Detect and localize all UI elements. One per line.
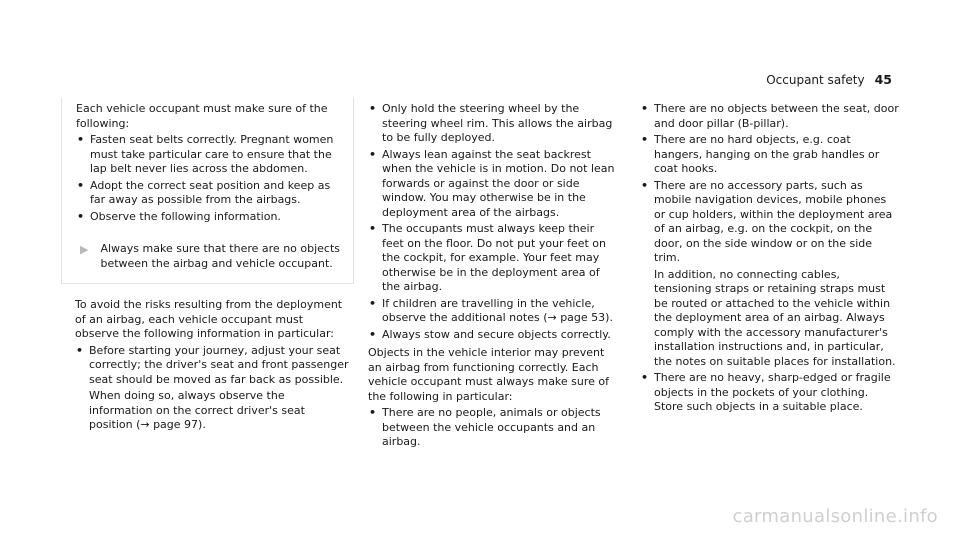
paragraph: To avoid the risks resulting from the deployment of an airbag, each vehicle occupant must observe the following information in particular: xyxy=(75,298,343,340)
list-item: • Observe the following information. xyxy=(77,209,281,223)
arrow-right-icon: ▶ xyxy=(80,243,89,256)
column-1 xyxy=(75,98,350,435)
box-list xyxy=(76,133,343,224)
list xyxy=(75,344,350,433)
list-item: • There are no heavy, sharp-edged or fragile objects in the pockets of your clothing. Store such objects in a suitable place. xyxy=(641,371,891,413)
column-2 xyxy=(368,102,618,452)
list-item: • There are no accessory parts, such as mobile navigation devices, mobile phones or cup holders, within the deployment area of an airbag, e.g. on the cockpit, on the door, on the side window or on the side trim. In addition, no connecting cables, tensioning straps or retaining straps must be routed or attached to the vehicle within the deployment area of an airbag. Always comply with the accessory manufacturer's installation instructions and, in particular, the notes on suitable places for installation. xyxy=(640,179,900,370)
list-item: • There are no people, animals or objects between the vehicle occupants and an airbag. xyxy=(369,406,601,448)
list xyxy=(640,102,900,415)
watermark: carmanualsonline.info xyxy=(732,506,938,527)
list-item: • Always lean against the seat backrest when the vehicle is in motion. Do not lean forwards or against the door or side window. You may otherwise be in the deployment area of the airbags. xyxy=(369,147,615,219)
warning-note xyxy=(76,242,343,271)
list-item: • Always stow and secure objects correctly. xyxy=(369,327,611,341)
list-item: • Fasten seat belts correctly. Pregnant women must take particular care to ensure that the lap belt never lies across the abdomen. xyxy=(77,133,334,175)
list-item: • Adopt the correct seat position and keep as far away as possible from the airbags. xyxy=(77,178,331,206)
list xyxy=(368,406,618,450)
list-item: • If children are travelling in the vehicle, observe the additional notes (→ page 53). xyxy=(369,296,613,324)
paragraph: Objects in the vehicle interior may prevent an airbag from functioning correctly. Each vehicle occupant must always make sure of the following in particular: xyxy=(368,346,610,403)
list-item: • There are no objects between the seat, door and door pillar (B-pillar). xyxy=(641,102,899,130)
info-box xyxy=(61,98,354,284)
list-item: • Before starting your journey, adjust your seat correctly; the driver's seat and front passenger seat should be moved as far back as possible. When doing so, always observe the information on the correct driver's seat position (→ page 97). xyxy=(76,343,349,431)
list-item: • There are no hard objects, e.g. coat hangers, hanging on the grab handles or coat hooks. xyxy=(641,133,880,175)
page-number: 45 xyxy=(874,72,892,87)
box-intro: Each vehicle occupant must make sure of the following: xyxy=(76,102,328,130)
list-item-sub: When doing so, always observe the information on the correct driver's seat position (→ page 97). xyxy=(89,389,305,431)
section-title: Occupant safety xyxy=(766,73,865,87)
list-item: • Only hold the steering wheel by the steering wheel rim. This allows the airbag to be fully deployed. xyxy=(369,102,613,144)
list-item: • The occupants must always keep their feet on the floor. Do not put your feet on the cockpit, for example. Your feet may otherwise be in the deployment area of the airbag. xyxy=(369,222,606,293)
page-header xyxy=(766,72,892,87)
list-item-sub: In addition, no connecting cables, tensioning straps or retaining straps must be routed or attached to the vehicle within the deployment area of an airbag. Always comply with the accessory manufacturer's installation instructions and, in particular, the notes on suitable places for installation. xyxy=(654,267,896,368)
column-3 xyxy=(640,102,900,417)
warning-text: Always make sure that there are no objects between the airbag and vehicle occupant. xyxy=(100,242,341,270)
list xyxy=(368,102,618,342)
